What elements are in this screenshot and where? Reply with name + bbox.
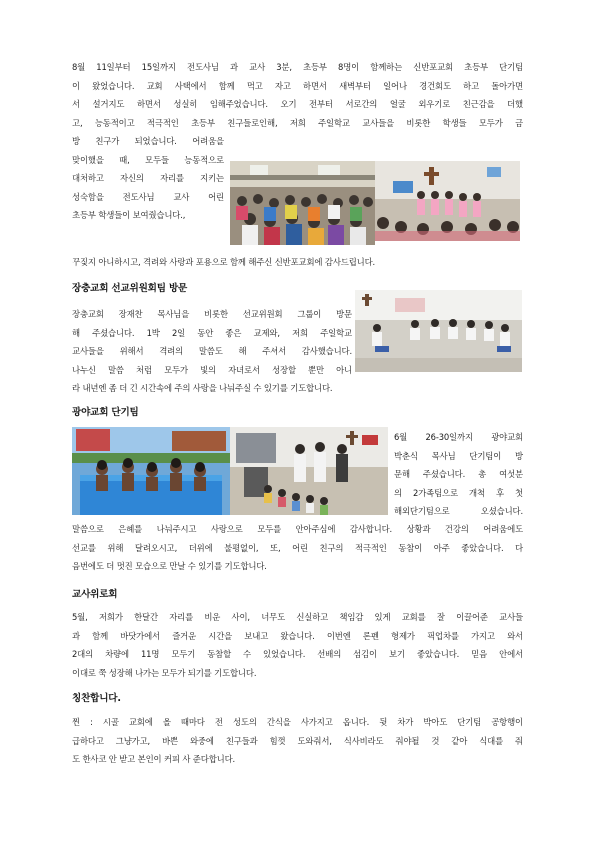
text-line: 6월 26-30일까지 광야교회 [394,432,523,442]
text-line: 음번에도 더 멋진 모습으로 만날 수 있기를 기도합니다. [72,561,267,571]
text-line: 라 내년엔 좀 더 긴 시간속에 주의 사랑을 나눠주실 수 있기를 기도합니다. [72,383,333,393]
text-line: 박춘식 목사님 단기팀이 방 [394,450,523,461]
text-line: 2대의 차량에 11명 모두기 동참할 수 있었습니다. 선배의 섬김이 보기 좋았습니다. 믿음 안에서 [72,649,523,659]
section5-paragraph [72,713,523,769]
text-line: 해 주셨습니다. 1박 2일 동안 좋은 교제와, 저희 주일학교 [72,327,352,338]
text-line: 급하다고 그냥가고, 바쁜 와중에 친구들과 힘껏 도와줘서, 식사비라도 줘야될 것 같아 식대를 줘 [72,735,523,746]
text-line: 해외단기팀으로 오셨습니다. [394,506,523,516]
photo-sunday-school [230,427,388,515]
text-line: 이 왔었습니다. 교회 사택에서 함께 먹고 자고 하면서 새벽부터 일어나 경건회도 하고 돌아가면 [72,80,523,91]
section4-heading: 교사위로회 [72,589,118,600]
photo-children-performance [375,161,520,241]
text-line: 5월, 저희가 한달간 자리를 비운 사이, 너무도 신실하고 책임감 있게 교회를 잘 이끌어준 교사들 [72,612,523,622]
text-line: 고, 능동적이고 적극적인 초등부 친구들로인해, 저희 주일학교 교사들을 비롯한 학생들 모두가 금 [72,117,523,128]
section1-closing [72,253,523,272]
text-line: 문해 주셨습니다. 총 여섯분 [394,469,523,479]
text-line: 꾸짖지 아니하시고, 격려와 사랑과 포용으로 함께 해주신 신반포교회에 감사드립니다. [72,257,376,267]
text-line: 방 친구가 되었습니다. 어려움을 [72,136,224,146]
text-line: 도 한사코 안 받고 본인이 커피 사 준다합니다. [72,754,236,764]
text-line: 장충교회 장재찬 목사님을 비롯한 선교위원회 그룹이 방문 [72,309,352,319]
text-line: 과 함께 바닷가에서 즐거운 시간을 보내고 왔습니다. 이번엔 론펜 형제가 픽업차를 가지고 와서 [72,630,523,641]
section2-closing [72,379,523,398]
text-line: 의 2가족팀으로 개척 후 첫 [394,487,523,498]
text-line: 교사들을 위해서 격려의 말씀도 해 주셔서 감사했습니다. [72,346,352,356]
text-line: 대처하고 자신의 자리를 지키는 [72,173,224,183]
section4-paragraph [72,608,523,682]
text-line: 이대로 쭉 성장해 나가는 모두가 되기를 기도합니다. [72,667,257,678]
section2-heading: 장충교회 선교위원회팀 방문 [72,283,188,294]
text-line: 성숙함을 전도사님 교사 어린 [72,191,224,202]
section3-wrap-text [394,428,523,521]
photo-hall-gathering [230,161,375,245]
section1-paragraph [72,58,523,132]
photo-kids-pool [72,427,230,515]
section5-heading: 칭찬합니다. [72,693,121,704]
text-line: 맞이했을 때, 모두들 능동적으로 [72,154,224,165]
section1-wrap-text [72,132,224,225]
text-line: 선교를 위해 달려오시고, 더위에 불평없이, 또, 어린 친구의 적극적인 동참이 아주 좋았습니다. 다 [72,542,523,553]
section3-paragraph [72,520,523,576]
text-line: 초등부 학생들이 보여줬습니다., [72,210,186,220]
photo-church-meeting [355,290,522,372]
section2-wrap-text [72,305,352,379]
text-line: 말씀으로 은혜를 나눠주시고 사랑으로 모두를 안아주심에 감사합니다. 상황과 건강의 어려움에도 [72,524,523,534]
text-line: 나누신 말씀 처럼 모두가 빛의 자녀로서 성장할 뿐만 아니 [72,364,352,375]
section3-heading: 광야교회 단기팀 [72,407,139,418]
text-line: 8월 11일부터 15일까지 전도사님 과 교사 3분, 초등부 8명이 함께하는 신반포교회 초등부 단기팀 [72,62,523,72]
text-line: 서 설거지도 하면서 성실히 임해주었습니다. 오기 전부터 서로간의 얼굴 외우기로 친근감을 더했 [72,99,523,109]
text-line: 찐 : 시골 교회에 올 때마다 전 성도의 간식을 사가지고 옵니다. 뒷 차가 박아도 단기팀 공항행이 [72,717,523,727]
